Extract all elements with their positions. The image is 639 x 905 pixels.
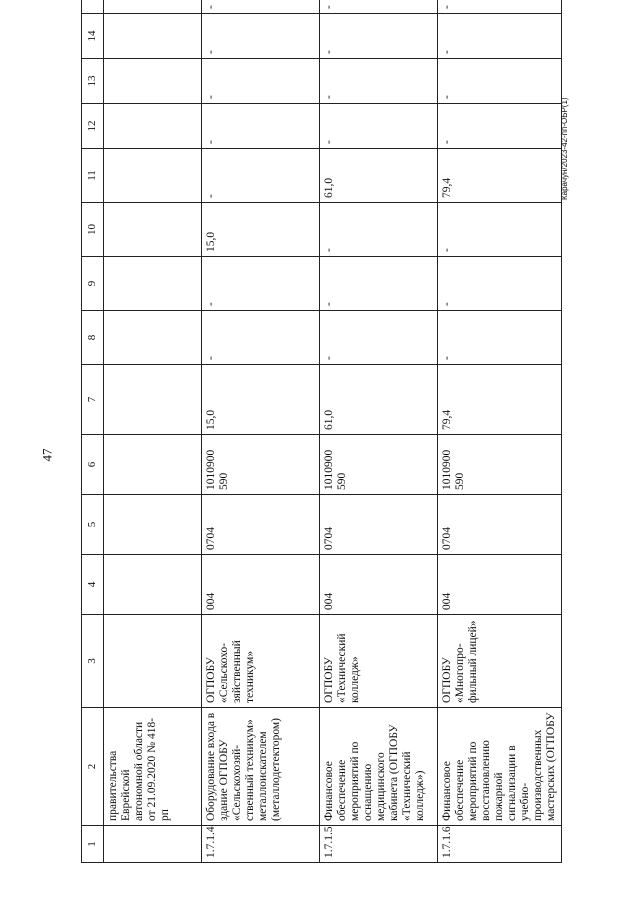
table-cell: - — [320, 14, 438, 59]
table-cell: 004 — [320, 555, 438, 615]
table-cell — [104, 365, 202, 435]
table-cell: 004 — [202, 555, 320, 615]
budget-table — [81, 0, 562, 863]
document-reference: Карачун/2023-42-пп-ОБР(1) — [560, 97, 569, 200]
table-cell: - — [320, 311, 438, 365]
table-cell: - — [202, 14, 320, 59]
table-cell: 1.7.1.4 — [202, 826, 320, 863]
table-cell: - — [438, 59, 562, 104]
column-header: 11 — [82, 149, 104, 203]
table-cell: Финансовое обеспечение мероприятий по оснащению медицинского кабинета (ОГПОБУ «Технический колледж») — [320, 708, 438, 826]
table-cell — [104, 59, 202, 104]
table-row — [438, 0, 562, 863]
table-cell: ОГПОБУ «Технический колледж» — [320, 615, 438, 708]
table-row — [202, 0, 320, 863]
table-cell: - — [320, 257, 438, 311]
column-header: 2 — [82, 708, 104, 826]
table-cell: 1010900 590 — [438, 435, 562, 495]
table-cell — [104, 435, 202, 495]
page-number: 47 — [39, 448, 55, 462]
table-cell — [104, 203, 202, 257]
table-cell: - — [320, 104, 438, 149]
column-header: 13 — [82, 59, 104, 104]
table-cell: 61,0 — [320, 365, 438, 435]
table-cell: 1.7.1.6 — [438, 826, 562, 863]
table-cell: 15,0 — [202, 365, 320, 435]
column-header — [82, 0, 104, 14]
table-cell: - — [320, 203, 438, 257]
table-cell: 1.7.1.5 — [320, 826, 438, 863]
table-cell — [104, 555, 202, 615]
table-cell — [104, 149, 202, 203]
table-header-row — [82, 0, 104, 863]
table-cell: - — [438, 14, 562, 59]
table-body — [82, 0, 562, 863]
table-cell: 15,0 — [202, 203, 320, 257]
table-cell — [104, 615, 202, 708]
column-header: 3 — [82, 615, 104, 708]
table-cell: - — [202, 311, 320, 365]
table-cell: - — [320, 0, 438, 14]
table-cell — [104, 495, 202, 555]
column-header: 7 — [82, 365, 104, 435]
table-cell: 79,4 — [438, 365, 562, 435]
table-cell: 004 — [438, 555, 562, 615]
table-cell — [104, 14, 202, 59]
table-cell: - — [438, 257, 562, 311]
table-cell: - — [202, 257, 320, 311]
table-cell: - — [320, 59, 438, 104]
table-cell: 0704 — [320, 495, 438, 555]
table-cell: - — [202, 59, 320, 104]
table-cell: Финансовое обеспечение мероприятий по восстановлению пожарной сигнализации в учебно-производственных мастерских (ОГПОБУ — [438, 708, 562, 826]
table-cell: 1010900 590 — [320, 435, 438, 495]
table-cell: ОГПОБУ «Сельскохо-зяйственный техникум» — [202, 615, 320, 708]
table-cell: - — [438, 104, 562, 149]
column-header: 9 — [82, 257, 104, 311]
table-row — [104, 0, 202, 863]
table-cell: - — [438, 0, 562, 14]
table-cell: - — [438, 203, 562, 257]
table-cell: - — [202, 104, 320, 149]
column-header: 10 — [82, 203, 104, 257]
table-cell — [104, 0, 202, 14]
table-cell: 79,4 — [438, 149, 562, 203]
table-cell: 1010900 590 — [202, 435, 320, 495]
column-header: 12 — [82, 104, 104, 149]
table-cell — [104, 104, 202, 149]
column-header: 8 — [82, 311, 104, 365]
column-header: 5 — [82, 495, 104, 555]
table-cell: Оборудование входа в здание ОГПОБУ «Сельскохозяй-ственный техникум» металлоискателем (металлодетектором) — [202, 708, 320, 826]
table-cell: ОГПОБУ «Многопро-фильный лицей» — [438, 615, 562, 708]
table-row — [320, 0, 438, 863]
table-cell: - — [438, 311, 562, 365]
table-cell: 0704 — [438, 495, 562, 555]
table-cell: правительства Еврейской автономной области от 21.09.2020 № 418-рп — [104, 708, 202, 826]
table-cell: 61,0 — [320, 149, 438, 203]
column-header: 14 — [82, 14, 104, 59]
table-cell: 0704 — [202, 495, 320, 555]
column-header: 6 — [82, 435, 104, 495]
budget-table-wrapper — [81, 5, 557, 863]
column-header: 4 — [82, 555, 104, 615]
table-cell — [104, 257, 202, 311]
table-cell: - — [202, 149, 320, 203]
table-cell — [104, 311, 202, 365]
column-header: 1 — [82, 826, 104, 863]
table-cell — [104, 826, 202, 863]
table-cell: - — [202, 0, 320, 14]
